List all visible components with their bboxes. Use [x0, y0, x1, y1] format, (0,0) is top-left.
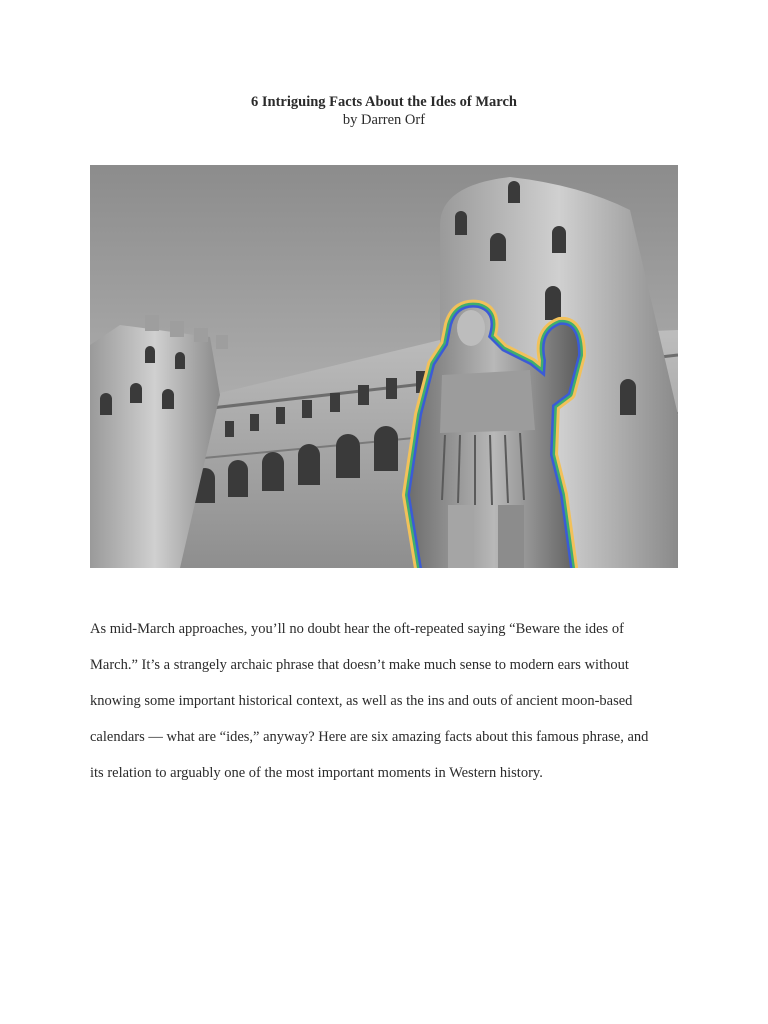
article-body: [90, 602, 682, 800]
body-line: knowing some important historical context, as well as the ins and outs of ancient moon-based: [90, 693, 633, 709]
body-line: March.” It’s a strangely archaic phrase that doesn’t make much sense to modern ears without: [90, 657, 629, 673]
hero-image: [90, 165, 678, 568]
article-title: 6 Intriguing Facts About the Ides of March: [251, 94, 517, 110]
body-line: its relation to arguably one of the most important moments in Western history.: [90, 765, 543, 781]
article-byline: by Darren Orf: [342, 112, 426, 128]
roman-gate-statue-illustration: [90, 165, 678, 568]
body-line: As mid-March approaches, you’ll no doubt hear the oft-repeated saying “Beware the ides of: [90, 621, 624, 637]
body-line: calendars — what are “ides,” anyway? Here are six amazing facts about this famous phrase, and: [90, 729, 649, 745]
